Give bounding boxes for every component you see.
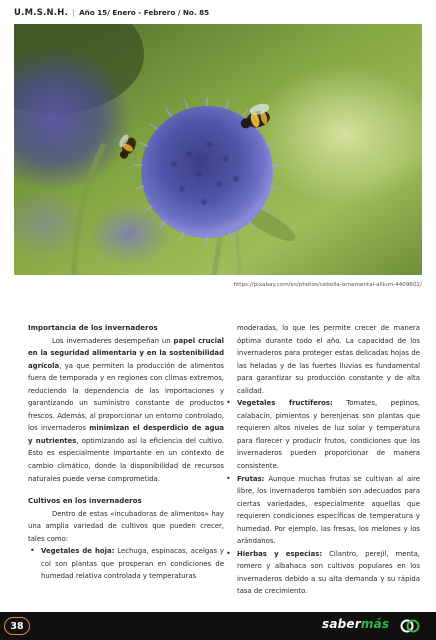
article-photo — [14, 24, 422, 275]
logo-word-mas: más — [360, 617, 390, 631]
paragraph-leafy-continued: moderadas, lo que les permite crecer de manera óptima durante todo el año. La capacidad de los invernaderos para proteger estas delicadas hojas de las heladas y de las fuertes lluvias es fundamental para garantizar su producción constante y de alta calidad. — [237, 324, 420, 395]
running-header — [14, 7, 209, 17]
list-item-fruits: • Frutas: Aunque muchas frutas se cultivan al aire libre, los invernaderos también son adecuados para ciertas variedades, especialmente aquellas que requieren condiciones específicas de temperatura y humedad. Por ejemplo, las fresas, los melones y los arándanos. — [224, 473, 420, 548]
globe-thistle-bee-photo — [14, 24, 422, 275]
logo-mark-icon — [400, 617, 420, 635]
journal-name: U.M.S.N.H. — [14, 7, 69, 17]
paragraph-importance: Los invernaderes desempeñan un papel crucial en la seguridad alimentaria y en la sostenibilidad agrícola, ya que permiten la producción de alimentos fuera de temporada y en regiones con climas extremos, reduciendo la dependencia de las importaciones y garantizando un suministro constante de productos frescos. Además, al proporcionar un entorno controlado, los invernaderos minimizan el desperdicio de agua y nutrientes, optimizando así la eficiencia del cultivo. Esto es especialmente importante en un contexto de cambio climático, donde la disponibilidad de recursos naturales puede verse comprometida. — [28, 336, 225, 483]
crop-list-continued — [224, 397, 420, 598]
paragraph-crops-intro: Dentro de estas «incubadoras de alimentos» hay una amplia variedad de cultivos que pueden crecer, tales como: — [28, 509, 224, 543]
header-separator: | — [72, 8, 75, 17]
issue-info: Año 15/ Enero - Febrero / No. 85 — [79, 8, 210, 17]
sabermas-logo — [322, 617, 389, 635]
right-column — [224, 322, 420, 598]
photo-credit-url[interactable]: https://pixabay.com/es/photos/cebolla-ornamental-allium-4409602/ — [233, 282, 422, 288]
page-number: 38 — [4, 617, 30, 635]
left-column — [28, 322, 224, 583]
crop-list — [28, 545, 224, 583]
section-heading-crops: Cultivos en los invernaderos — [28, 496, 142, 506]
logo-word-saber: saber — [322, 617, 361, 631]
list-item-fruiting-vegetables: • Vegetales fructíferos: Tomates, pepinos, calabacín, pimientos y berenjenas son plantas que requieren altos niveles de luz solar y temperatura para florecer y producir frutos, condiciones que los invernaderos pueden proporcionar de manera consistente. — [224, 397, 420, 472]
list-item-leafy-vegetables: • Vegetales de hoja: Lechuga, espinacas, acelgas y col son plantas que prosperan en condiciones de humedad relativa controlada y temperaturas — [28, 545, 224, 583]
list-item-herbs-spices: • Hierbas y especias: Cilantro, perejil, menta, romero y albahaca son cultivos populares en los invernaderos debido a su alta demanda y su rápida tasa de crecimiento. — [224, 548, 420, 598]
section-heading-importance: Importancia de los invernaderos — [28, 323, 158, 332]
